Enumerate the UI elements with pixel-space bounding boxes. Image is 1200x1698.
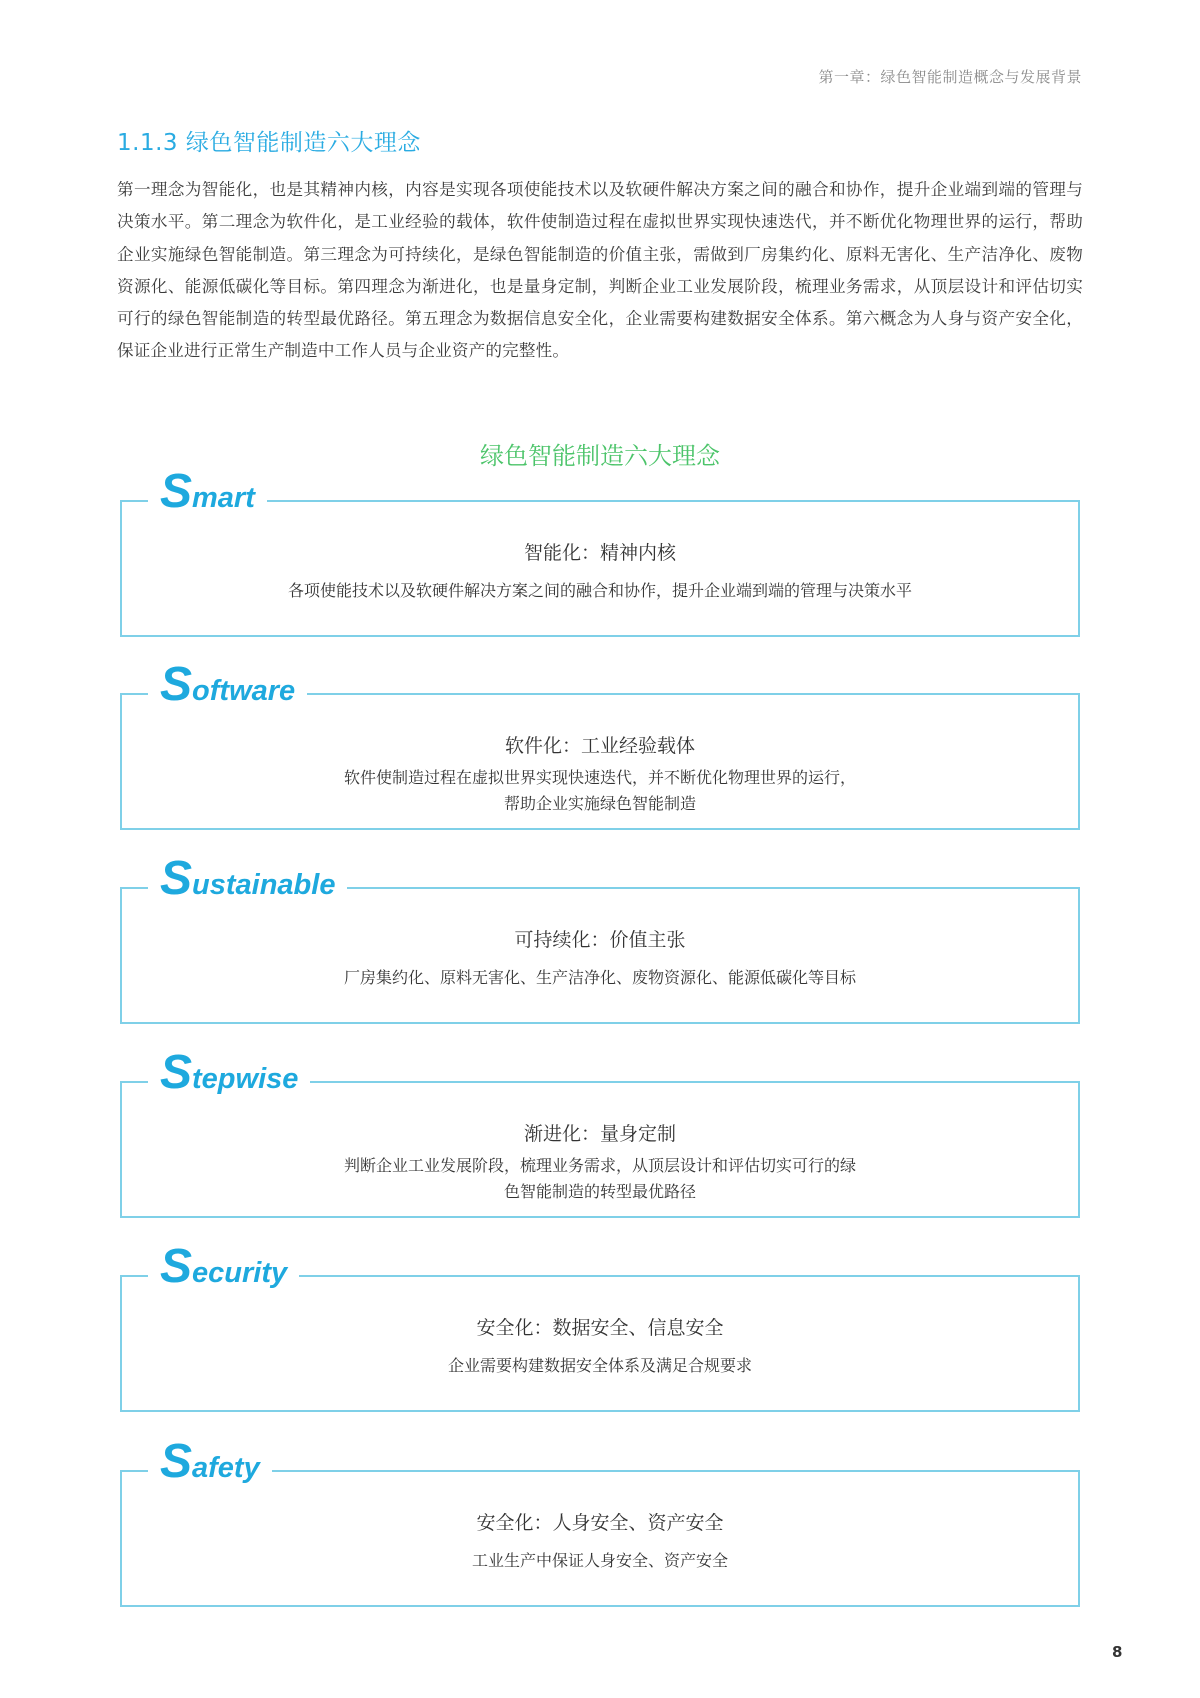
- pillar-title: 智能化：精神内核: [523, 542, 676, 564]
- pillar-tag: Software: [148, 659, 307, 717]
- pillar-desc: 厂房集约化、原料无害化、生产洁净化、废物资源化、能源低碳化等目标: [343, 968, 856, 987]
- pillar-title: 安全化：人身安全、资产安全: [476, 1512, 724, 1534]
- pillar-desc: 各项使能技术以及软硬件解决方案之间的融合和协作，提升企业端到端的管理与决策水平: [287, 581, 912, 600]
- pillar-safety: [120, 1435, 1080, 1607]
- pillar-stepwise: [120, 1046, 1080, 1218]
- pillar-smart: [120, 465, 1080, 637]
- pillar-desc: 判断企业工业发展阶段，梳理业务需求，从顶层设计和评估切实可行的绿 色智能制造的转型最优路径: [343, 1156, 856, 1201]
- pillar-title: 可持续化：价值主张: [514, 929, 686, 951]
- pillar-tag: Security: [148, 1241, 299, 1299]
- diagram-title: 绿色智能制造六大理念: [480, 442, 720, 470]
- pillar-title: 安全化：数据安全、信息安全: [476, 1317, 724, 1339]
- pillar-security: [120, 1240, 1080, 1412]
- pillar-tag: Safety: [148, 1436, 272, 1494]
- pillar-tag: Smart: [148, 466, 267, 524]
- pillar-software: [120, 658, 1080, 830]
- pillar-desc: 企业需要构建数据安全体系及满足合规要求: [447, 1356, 752, 1375]
- running-header: 第一章：绿色智能制造概念与发展背景: [818, 68, 1082, 86]
- pillar-title: 渐进化：量身定制: [523, 1123, 676, 1145]
- pillar-desc: 工业生产中保证人身安全、资产安全: [471, 1551, 728, 1570]
- pillar-tag: Sustainable: [148, 853, 347, 911]
- intro-paragraph: 第一理念为智能化，也是其精神内核，内容是实现各项使能技术以及软硬件解决方案之间的融合和协作，提升企业端到端的管理与决策水平。第二理念为软件化，是工业经验的载体，软件使制造过程在虚拟世界实现快速迭代，并不断优化物理世界的运行，帮助企业实施绿色智能制造。第三理念为可持续化，是绿色智能制造的价值主张，需做到厂房集约化、原料无害化、生产洁净化、废物资源化、能源低碳化等目标。第四理念为渐进化，也是量身定制，判断企业工业发展阶段，梳理业务需求，从顶层设计和评估切实可行的绿色智能制造的转型最优路径。第五理念为数据信息安全化，企业需要构建数据安全体系。第六概念为人身与资产安全化，保证企业进行正常生产制造中工作人员与企业资产的完整性。: [117, 180, 1083, 361]
- pillar-title: 软件化：工业经验载体: [504, 735, 695, 757]
- section-heading: 1.1.3 绿色智能制造六大理念: [117, 130, 421, 156]
- pillar-tag: Stepwise: [148, 1047, 310, 1105]
- pillar-sustainable: [120, 852, 1080, 1024]
- page-number: 8: [1112, 1643, 1123, 1661]
- pillar-desc: 软件使制造过程在虚拟世界实现快速迭代，并不断优化物理世界的运行， 帮助企业实施绿色智能制造: [343, 768, 856, 813]
